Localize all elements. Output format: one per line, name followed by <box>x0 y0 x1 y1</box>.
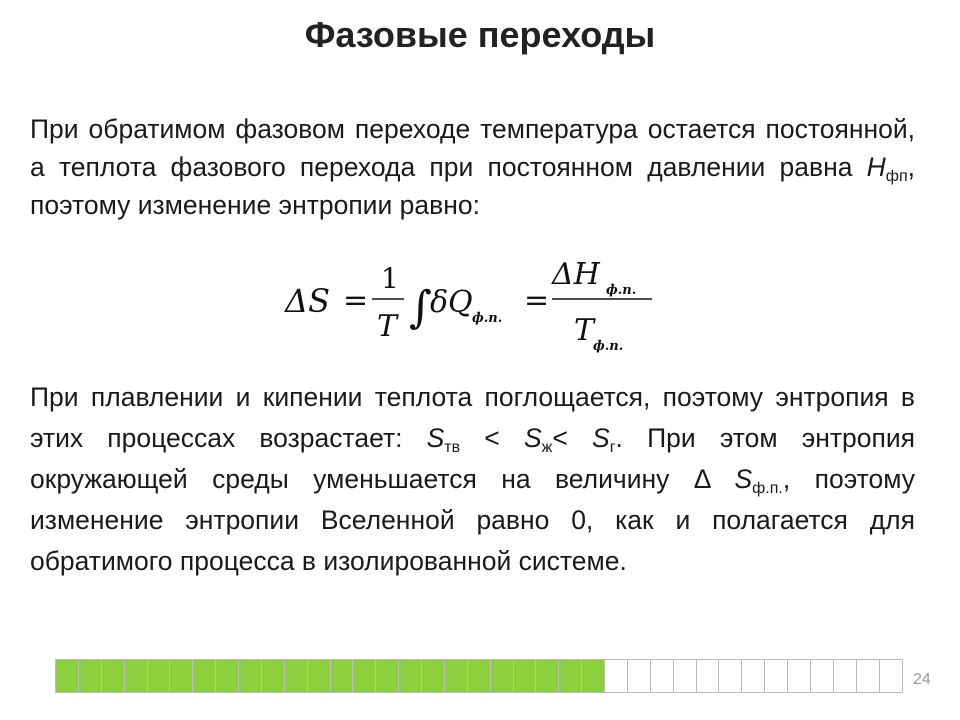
progress-segment <box>239 660 262 692</box>
formula-delta-q-sub: ф.п. <box>472 311 503 326</box>
intro-text: При обратимом фазовом переходе температура остается постоянной, а теплота фазового перехода при постоянном давлении равна <box>30 114 915 182</box>
progress-segment <box>102 660 125 692</box>
formula-equals-2: = <box>524 283 550 318</box>
progress-segment <box>308 660 331 692</box>
progress-segment <box>216 660 239 692</box>
progress-segment <box>422 660 445 692</box>
progress-segment <box>857 660 880 692</box>
s-liquid-symbol: S <box>523 423 542 453</box>
s-gas-symbol: S <box>592 423 610 453</box>
progress-segment <box>559 660 582 692</box>
progress-segment <box>148 660 171 692</box>
formula-delta-q: δQ <box>430 285 473 320</box>
slide-title: Фазовые переходы <box>304 14 656 55</box>
s-solid-symbol: S <box>426 423 445 453</box>
formula-numerator-one: 1 <box>381 262 399 295</box>
intro-tail: , поэтому изменение энтропии равно: <box>30 152 915 220</box>
progress-segment <box>56 660 79 692</box>
progress-segment <box>399 660 422 692</box>
progress-segment <box>514 660 537 692</box>
s-phase-symbol: S <box>734 464 753 494</box>
melting-text-2: . При этом энтропия окружающей среды уменьшается на величину Δ <box>30 423 916 494</box>
less-than-1: < <box>460 423 524 453</box>
progress-segment <box>834 660 857 692</box>
formula-denominator-t2-sub: ф.п. <box>593 339 624 354</box>
progress-segment <box>719 660 742 692</box>
entropy-formula <box>280 252 700 362</box>
melting-text-1: При плавлении и кипении теплота поглощается, поэтому энтропия в этих процессах возрастает: <box>30 382 915 453</box>
progress-segment <box>742 660 765 692</box>
less-than-2: < <box>552 423 592 453</box>
progress-segment <box>811 660 834 692</box>
formula-integral: ∫ <box>409 282 432 333</box>
formula-denominator-t2: T <box>574 313 595 348</box>
paragraph-melting <box>30 377 915 582</box>
progress-segment <box>193 660 216 692</box>
progress-segment <box>628 660 651 692</box>
paragraph-intro <box>30 110 915 224</box>
progress-segment <box>445 660 468 692</box>
s-gas-subscript: г <box>609 439 616 456</box>
progress-segment <box>605 660 628 692</box>
s-solid-subscript: тв <box>444 439 461 456</box>
progress-segment <box>788 660 811 692</box>
progress-segment <box>536 660 559 692</box>
formula-denominator-t: T <box>377 309 398 344</box>
s-phase-subscript: ф.п. <box>752 480 783 497</box>
formula-delta-h-sub: ф.п. <box>606 283 637 298</box>
progress-segment <box>674 660 697 692</box>
progress-segment <box>697 660 720 692</box>
enthalpy-symbol: H <box>866 152 886 182</box>
progress-segment <box>582 660 605 692</box>
s-liquid-subscript: ж <box>541 439 553 456</box>
progress-segment <box>765 660 788 692</box>
progress-segment <box>285 660 308 692</box>
progress-segment <box>491 660 514 692</box>
melting-text-3: , поэтому изменение энтропии Вселенной равно 0, как и полагается для обратимого процесса в изолированной системе. <box>30 464 915 576</box>
progress-segment <box>125 660 148 692</box>
progress-segment <box>880 660 903 692</box>
slide-progress-bar <box>55 659 903 693</box>
progress-segment <box>376 660 399 692</box>
formula-delta-s: ΔS <box>285 282 331 320</box>
progress-segment <box>353 660 376 692</box>
enthalpy-subscript: фп <box>885 168 908 185</box>
formula-delta-h: ΔH <box>552 257 600 292</box>
formula-equals-1: = <box>343 283 369 318</box>
progress-segment <box>468 660 491 692</box>
progress-segment <box>651 660 674 692</box>
progress-segment <box>262 660 285 692</box>
progress-segment <box>331 660 354 692</box>
page-number: 24 <box>913 671 931 688</box>
progress-segment <box>170 660 193 692</box>
progress-segment <box>79 660 102 692</box>
